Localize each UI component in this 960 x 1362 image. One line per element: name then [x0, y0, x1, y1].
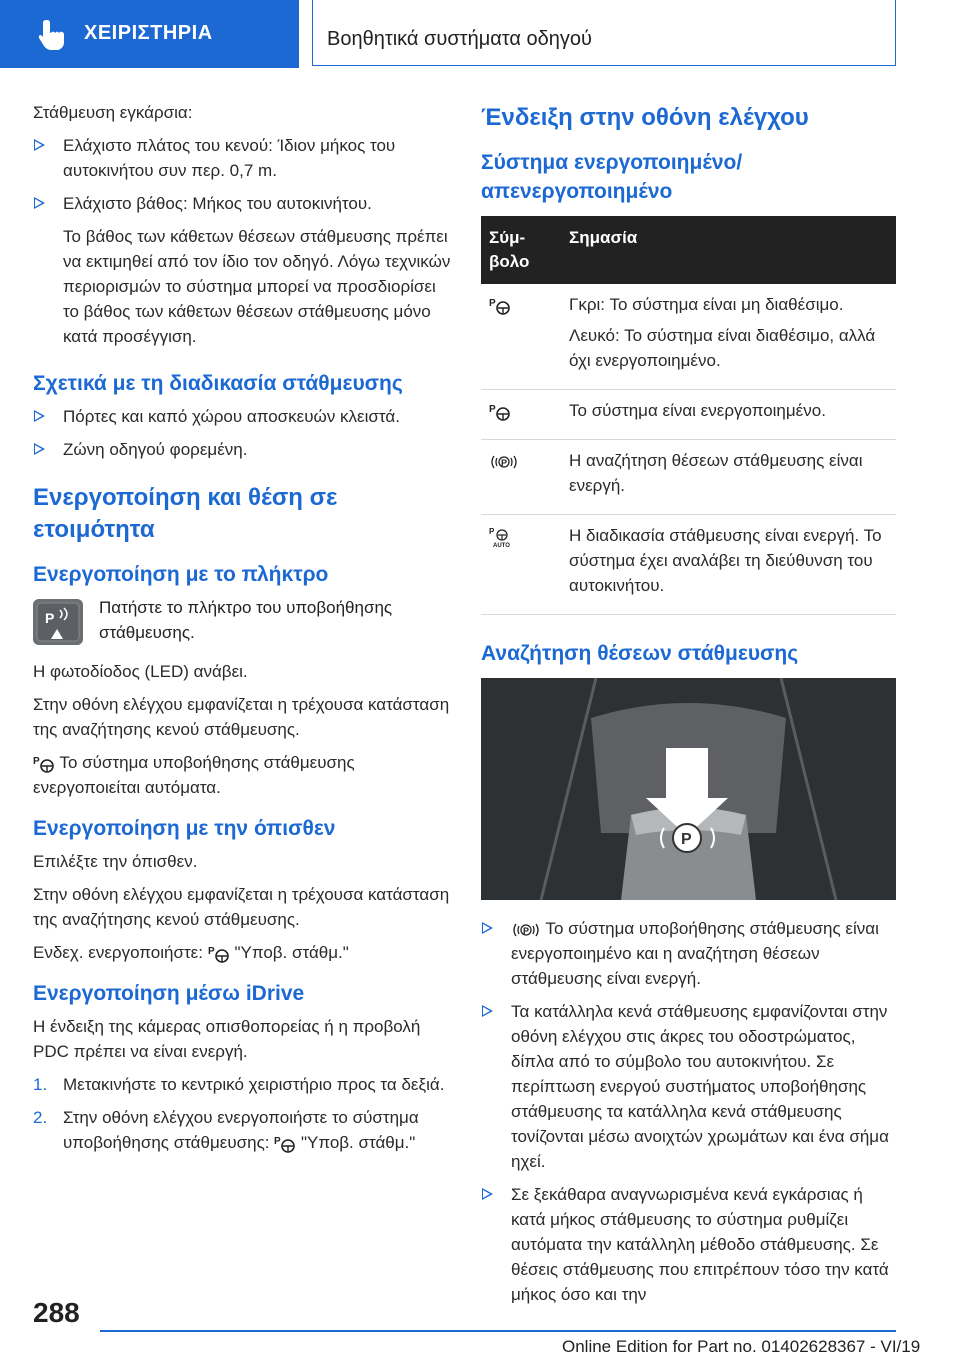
heading-idrive: Ενεργοποίηση μέσω iDrive [33, 982, 305, 1005]
park-assist-active-icon [274, 1134, 296, 1154]
edition-text: Online Edition for Part no. 01402628367 - VI/19 [562, 1337, 921, 1356]
right-column [481, 100, 896, 1315]
park-assist-active-icon [208, 944, 230, 964]
list-item: Πόρτες και καπό χώρου αποσκευών κλειστά. [33, 404, 451, 429]
table-row: P Το σύστημα είναι ενεργοποιημένο. [481, 390, 896, 440]
bullet-triangle-icon [34, 197, 45, 209]
step-item: 1. Μετακινήστε το κεντρικό χειριστήριο προς τα δεξιά. [33, 1075, 445, 1094]
park-assist-active-icon [33, 754, 55, 774]
button-instruction: Πατήστε το πλήκτρο του υποβοήθησης στάθμευσης. [99, 598, 393, 642]
header-underline [0, 66, 299, 68]
display-text: Στην οθόνη ελέγχου εμφανίζεται η τρέχουσα κατάσταση της αναζήτησης κενού στάθμευσης. [33, 695, 450, 739]
chapter-tab-label: ΧΕΙΡΙΣΤΗΡΙΑ [84, 22, 213, 44]
svg-text:P: P [274, 1135, 281, 1147]
reverse-text-2: Στην οθόνη ελέγχου εμφανίζεται η τρέχουσα κατάσταση της αναζήτησης κενού στάθμευσης. [33, 885, 450, 929]
svg-text:P: P [489, 403, 496, 415]
left-column [33, 100, 451, 1163]
hand-icon [38, 18, 68, 50]
parking-search-icon [511, 920, 541, 940]
led-text: Η φωτοδίοδος (LED) ανάβει. [33, 662, 248, 681]
parking-display-graphic [481, 678, 896, 900]
depth-note: Το βάθος των κάθετων θέσεων στάθμευσης πρέπει να εκτιμηθεί από τον ίδιο τον οδηγό. Λόγω τεχνικών περιορισμών το σύστημα μπορεί να προσδιορίσει το βάθος των κάθετων θέσεων στάθμευσης μόνο κατά προσέγγιση. [63, 227, 451, 346]
heading-state: Σύστημα ενεργοποιημένο/ απενεργοποιημένο [481, 151, 743, 203]
footer-divider [100, 1330, 896, 1332]
svg-text:P: P [489, 526, 495, 536]
chapter-tab[interactable] [0, 0, 299, 66]
heading-process: Σχετικά με τη διαδικασία στάθμευσης [33, 372, 403, 395]
svg-text:P: P [45, 610, 55, 626]
list-item: Τα κατάλληλα κενά στάθμευσης εμφανίζονται στην οθόνη ελέγχου στις άκρες του οδοστρώματος, δίπλα από το σύμβολο του αυτοκινήτου. Σε περίπτωση ενεργού συστήματος υποβοήθησης στάθμευσης τα κατάλληλα κενά στάθμευσης τονίζονται μέσω ανοιχτών χρωμάτων και ένα σήμα ηχεί. [481, 999, 896, 1174]
park-auto-icon [489, 526, 513, 548]
reverse-text-3: Ενδεχ. ενεργοποιήστε: P "Υποβ. στάθμ." [33, 943, 349, 962]
page-number: 288 [33, 1297, 80, 1328]
chapter-title: Βοηθητικά συστήματα οδηγού [312, 0, 896, 66]
bullet-triangle-icon [34, 443, 45, 455]
column-header-symbol: Σύμβολο [481, 216, 561, 284]
svg-text:P: P [33, 755, 40, 767]
heading-activation: Ενεργοποίηση και θέση σε ετοιμότητα [33, 484, 338, 543]
table-row: P AUTO Η διαδικασία στάθμευσης είναι ενεργή. Το σύστημα έχει αναλάβει τη διεύθυνση του αυτοκινήτου. [481, 515, 896, 615]
bullet-triangle-icon [482, 922, 493, 934]
list-item: Ελάχιστο πλάτος του κενού: Ίδιον μήκος του αυτοκινήτου συν περ. 0,7 m. [33, 133, 451, 183]
symbol-table [481, 216, 896, 615]
list-item: Σε ξεκάθαρα αναγνωρισμένα κενά εγκάρσιας ή κατά μήκος στάθμευσης το σύστημα ρυθμίζει αυτόματα την κατάλληλη μέθοδο στάθμευσης. Σε θέσεις στάθμευσης που επιτρέπουν τόσο την κατά μήκος όσο και την [481, 1182, 896, 1307]
parking-display-illustration [481, 678, 896, 900]
park-assist-button-row [33, 595, 451, 651]
parking-search-icon [489, 452, 519, 472]
svg-text:P: P [207, 945, 215, 957]
auto-text: P Το σύστημα υποβοήθησης στάθμευσης ενεργοποιείται αυτόματα. [33, 753, 355, 797]
svg-text:P: P [501, 457, 508, 468]
svg-text:P: P [489, 297, 496, 309]
svg-text:P: P [523, 925, 530, 936]
bullet-triangle-icon [482, 1188, 493, 1200]
bullet-triangle-icon [34, 410, 45, 422]
list-item: Ελάχιστο βάθος: Μήκος του αυτοκινήτου. [33, 191, 451, 216]
svg-text:AUTO: AUTO [493, 542, 510, 548]
heading-button: Ενεργοποίηση με το πλήκτρο [33, 563, 329, 586]
heading-display: Ένδειξη στην οθόνη ελέγχου [481, 104, 809, 131]
step-item: 2. Στην οθόνη ελέγχου ενεργοποιήστε το σύστημα υποβοήθησης στάθμευσης: P "Υποβ. στάθμ." [33, 1108, 419, 1152]
bullet-triangle-icon [482, 1005, 493, 1017]
column-header-meaning: Σημασία [561, 216, 896, 284]
heading-search: Αναζήτηση θέσεων στάθμευσης [481, 642, 799, 665]
heading-reverse: Ενεργοποίηση με την όπισθεν [33, 817, 336, 840]
park-assist-gray-icon [489, 296, 511, 316]
table-row: P Γκρι: Το σύστημα είναι μη διαθέσιμο. Λευκό: Το σύστημα είναι διαθέσιμο, αλλά όχι ενεργοποιημένο. [481, 284, 896, 390]
table-row: P Η αναζήτηση θέσεων στάθμευσης είναι ενεργή. [481, 440, 896, 515]
park-assist-active-icon [489, 402, 511, 422]
park-assist-button-icon [33, 599, 83, 645]
idrive-text: Η ένδειξη της κάμερας οπισθοπορείας ή η προβολή PDC πρέπει να είναι ενεργή. [33, 1017, 421, 1061]
list-item: Ζώνη οδηγού φορεμένη. [33, 437, 451, 462]
bullet-triangle-icon [34, 139, 45, 151]
list-item: P Το σύστημα υποβοήθησης στάθμευσης είναι ενεργοποιημένο και η αναζήτηση θέσεων στάθμευσης είναι ενεργή. [481, 916, 896, 991]
intro-text: Στάθμευση εγκάρσια: [33, 103, 193, 122]
svg-text:P: P [681, 831, 692, 848]
reverse-text-1: Επιλέξτε την όπισθεν. [33, 852, 198, 871]
